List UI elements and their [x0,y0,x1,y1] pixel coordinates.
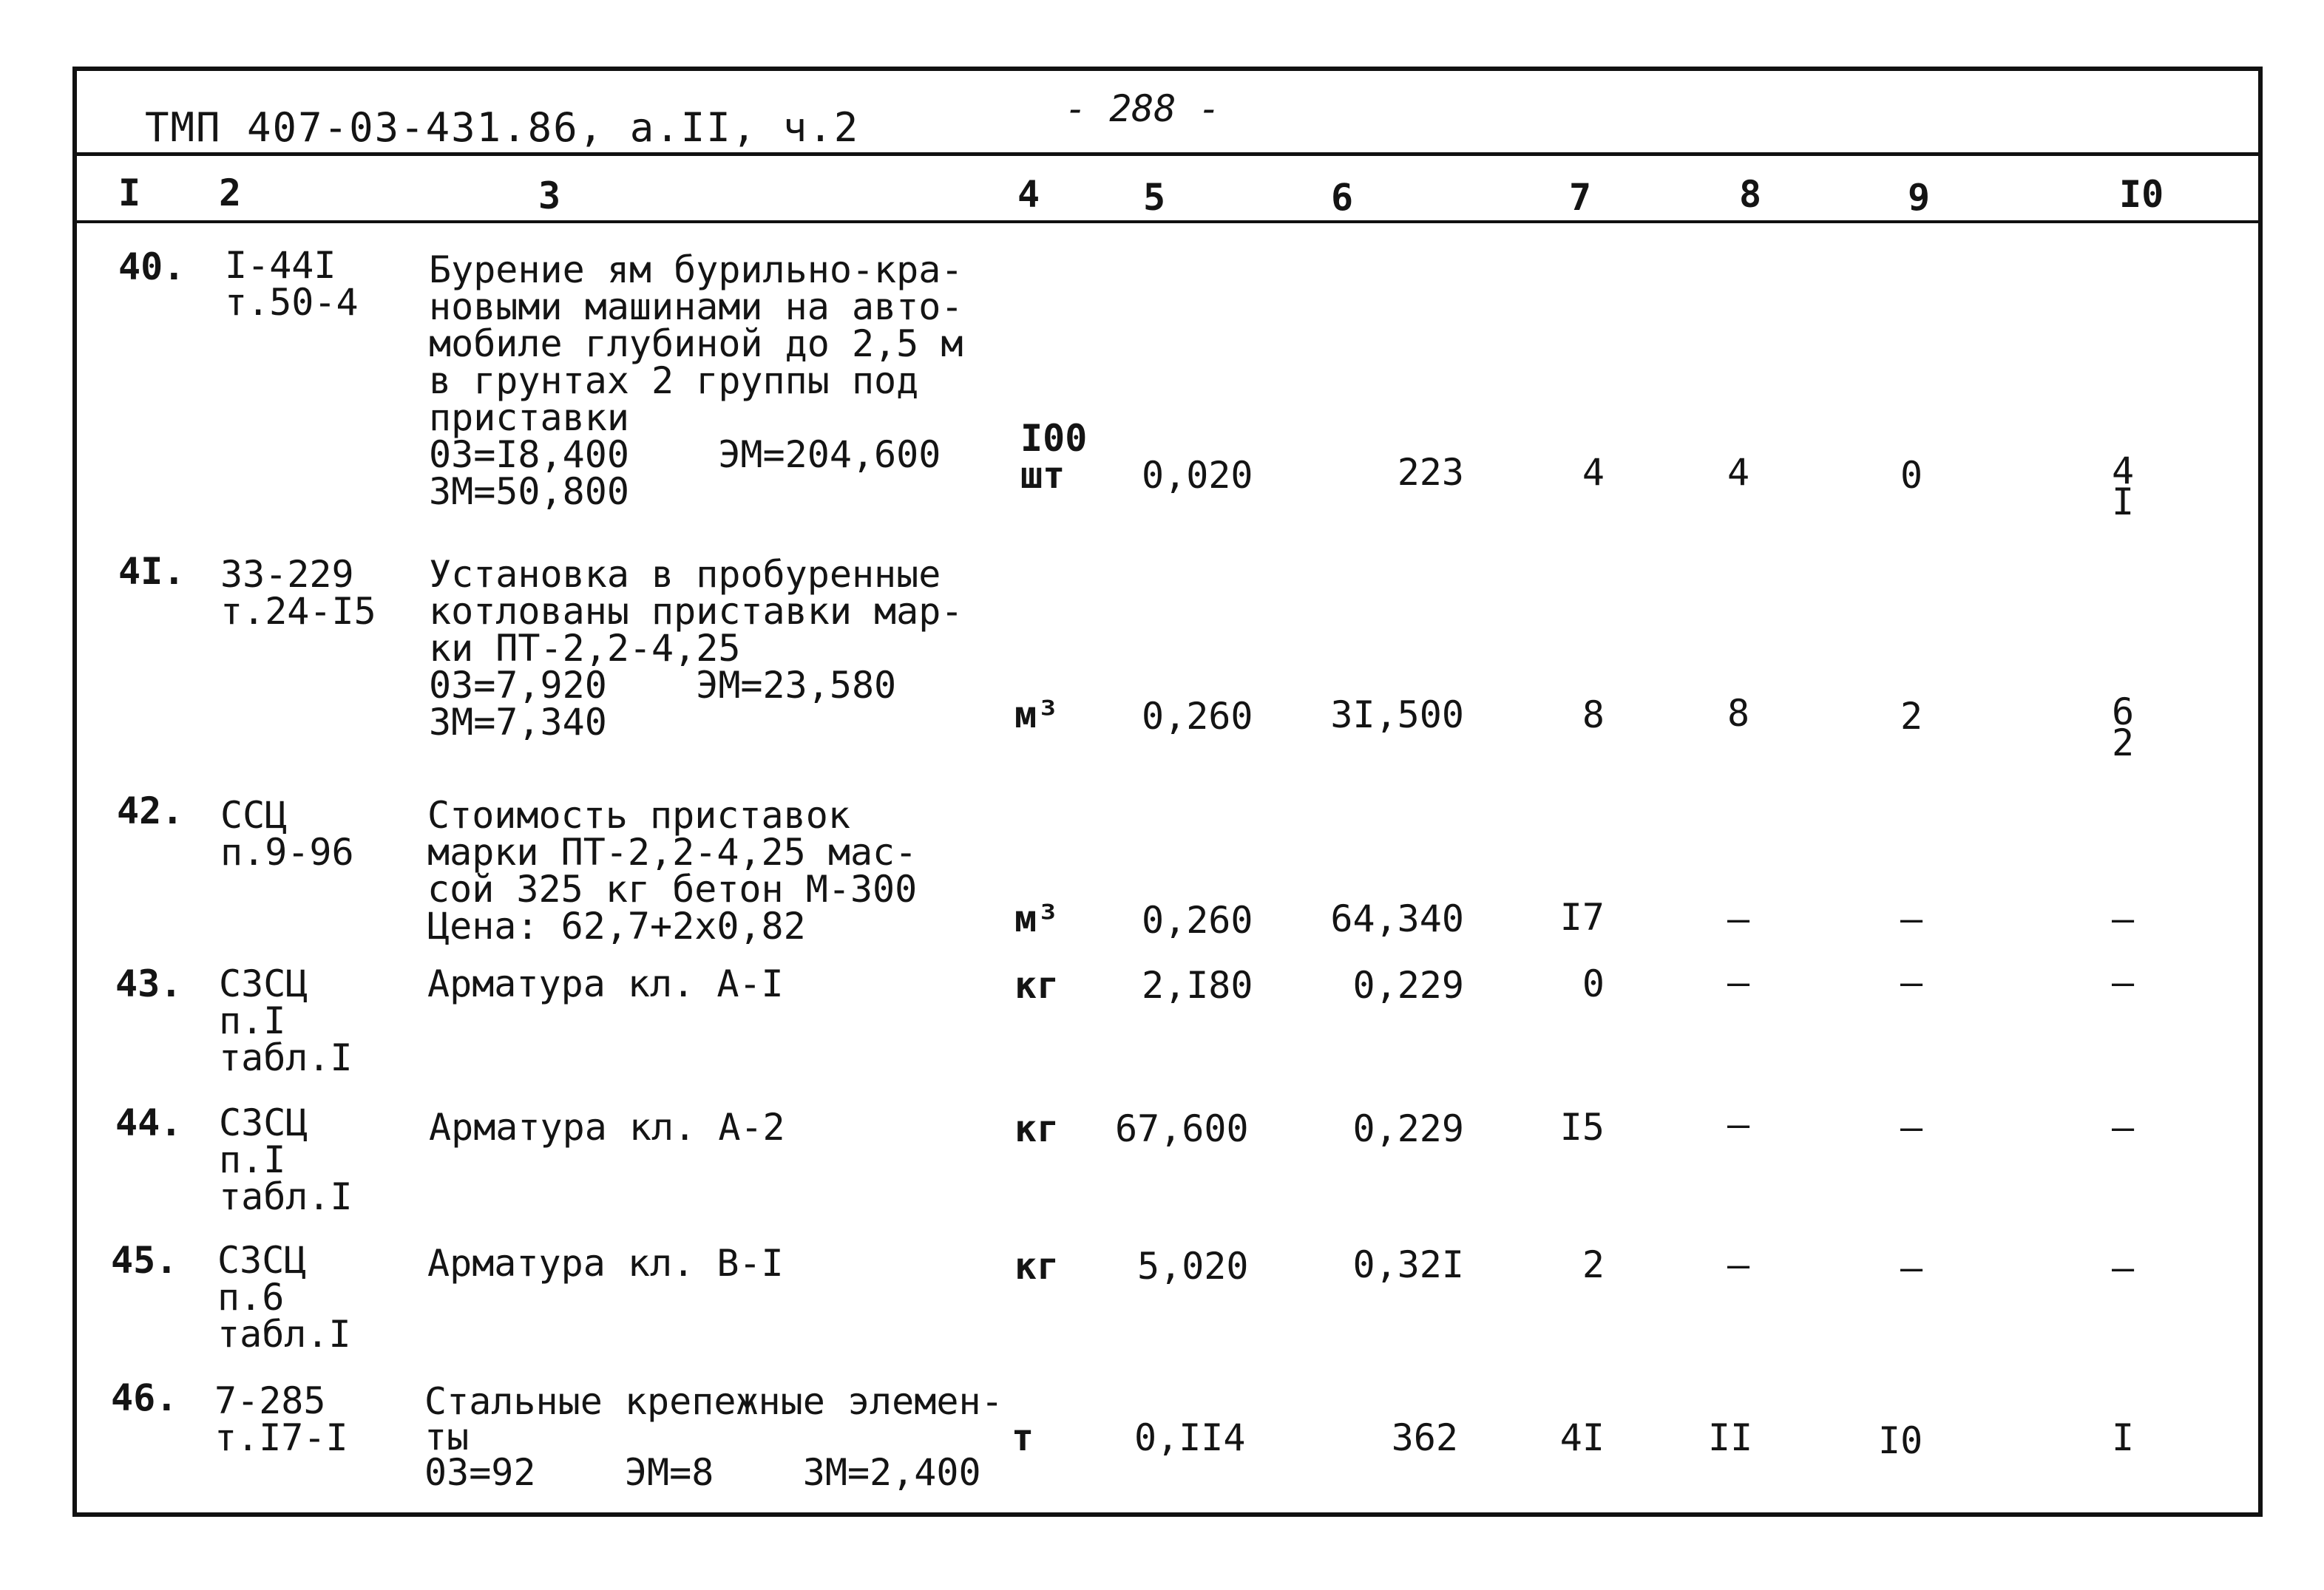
table-frame [72,67,2263,1517]
work-description: Арматура кл. В-I [427,1242,784,1285]
unit-price: 362 [1391,1416,1458,1459]
column-header-4: 4 [1017,173,1040,216]
col10-value: 4 I [2112,449,2135,523]
row-number: 43. [115,962,183,1005]
col8-value: – [1727,1103,1750,1146]
norm-code: I-44I т.50-4 [225,244,359,324]
unit-price: 0,229 [1352,964,1464,1007]
col8-value: 8 [1727,692,1750,735]
col8-value: – [1727,1243,1750,1286]
col7-value: 0 [1582,962,1605,1005]
column-header-2: 2 [219,171,242,214]
col9-value: 0 [1900,454,1923,497]
row-number: 46. [111,1376,178,1419]
col7-value: 2 [1582,1243,1605,1286]
column-header-7: 7 [1569,176,1592,219]
unit: м³ [1014,897,1060,940]
col9-value: – [1900,961,1923,1004]
col9-value: – [1900,1106,1923,1149]
column-header-9: 9 [1908,176,1931,219]
quantity: 67,600 [1115,1107,1249,1150]
unit: кг [1014,964,1060,1007]
header-rule [72,152,2263,156]
norm-code: СЗСЦ п.I табл.I [219,962,353,1079]
work-description: Стальные крепежные элемен- ты 03=92 ЭМ=8 ЗМ=2,400 [424,1380,1003,1494]
col8-value: 4 [1727,451,1750,494]
col8-value: II [1708,1416,1753,1459]
row-number: 44. [115,1101,183,1144]
work-description: Арматура кл. А-I [427,962,784,1005]
row-number: 42. [117,789,184,832]
col10-value: I [2112,1416,2135,1459]
col9-value: 2 [1900,695,1923,738]
norm-code: СЗСЦ п.I табл.I [219,1101,353,1218]
column-header-6: 6 [1331,176,1354,219]
column-header-rule [72,220,2263,223]
col10-value: 6 2 [2112,690,2135,764]
unit: м³ [1014,693,1060,736]
unit-price: 0,229 [1352,1107,1464,1150]
row-number: 45. [111,1239,178,1282]
col10-value: – [2112,1246,2135,1289]
quantity: 5,020 [1137,1245,1249,1288]
column-header-8: 8 [1739,173,1762,216]
unit: I00 шт [1020,417,1088,497]
work-description: Арматура кл. А-2 [429,1106,785,1149]
work-description: Установка в пробуренные котлованы приставки мар- ки ПТ-2,2-4,25 03=7,920 ЭМ=23,580 ЗМ=7,340 [429,553,963,744]
col9-value: I0 [1878,1419,1923,1462]
row-number: 4I. [118,550,186,593]
work-description: Бурение ям бурильно-кра- новыми машинами на авто- мобиле глубиной до 2,5 м в грунтах 2 группы под приставки 03=I8,400 ЭМ=204,600 ЗМ=50,800 [429,248,963,513]
quantity: 0,020 [1142,454,1253,497]
col10-value: – [2112,961,2135,1004]
column-header-3: 3 [538,174,561,217]
col7-value: 8 [1582,693,1605,736]
col7-value: I7 [1559,896,1605,939]
col7-value: I5 [1559,1106,1605,1149]
norm-code: ССЦ п.9-96 [220,794,354,874]
norm-code: СЗСЦ п.6 табл.I [217,1239,351,1356]
unit-price: 3I,500 [1330,693,1464,736]
unit-price: 223 [1397,451,1464,494]
unit: кг [1014,1245,1060,1288]
page-number: - 288 - [1065,87,1221,130]
quantity: 2,I80 [1142,964,1253,1007]
norm-code: 7-285 т.I7-I [214,1379,348,1459]
col8-value: – [1727,897,1750,940]
column-header-5: 5 [1143,176,1166,219]
work-description: Стоимость приставок марки ПТ-2,2-4,25 мас- сой 325 кг бетон М-300 Цена: 62,7+2х0,82 [427,794,918,948]
column-header-10: I0 [2119,173,2164,216]
col8-value: – [1727,961,1750,1004]
row-number: 40. [118,245,186,288]
unit-price: 64,340 [1330,897,1464,940]
unit: кг [1014,1107,1060,1150]
col10-value: – [2112,897,2135,940]
col7-value: 4 [1582,451,1605,494]
norm-code: 33-229 т.24-I5 [220,553,376,633]
quantity: 0,260 [1142,899,1253,942]
quantity: 0,260 [1142,695,1253,738]
document-reference: ТМП 407-03-431.86, а.II, ч.2 [145,104,860,151]
unit: т [1012,1416,1034,1459]
unit-price: 0,32I [1352,1243,1464,1286]
col7-value: 4I [1559,1416,1605,1459]
col10-value: – [2112,1106,2135,1149]
col9-value: – [1900,897,1923,940]
column-header-1: I [118,171,141,214]
quantity: 0,II4 [1134,1416,1246,1459]
col9-value: – [1900,1246,1923,1289]
